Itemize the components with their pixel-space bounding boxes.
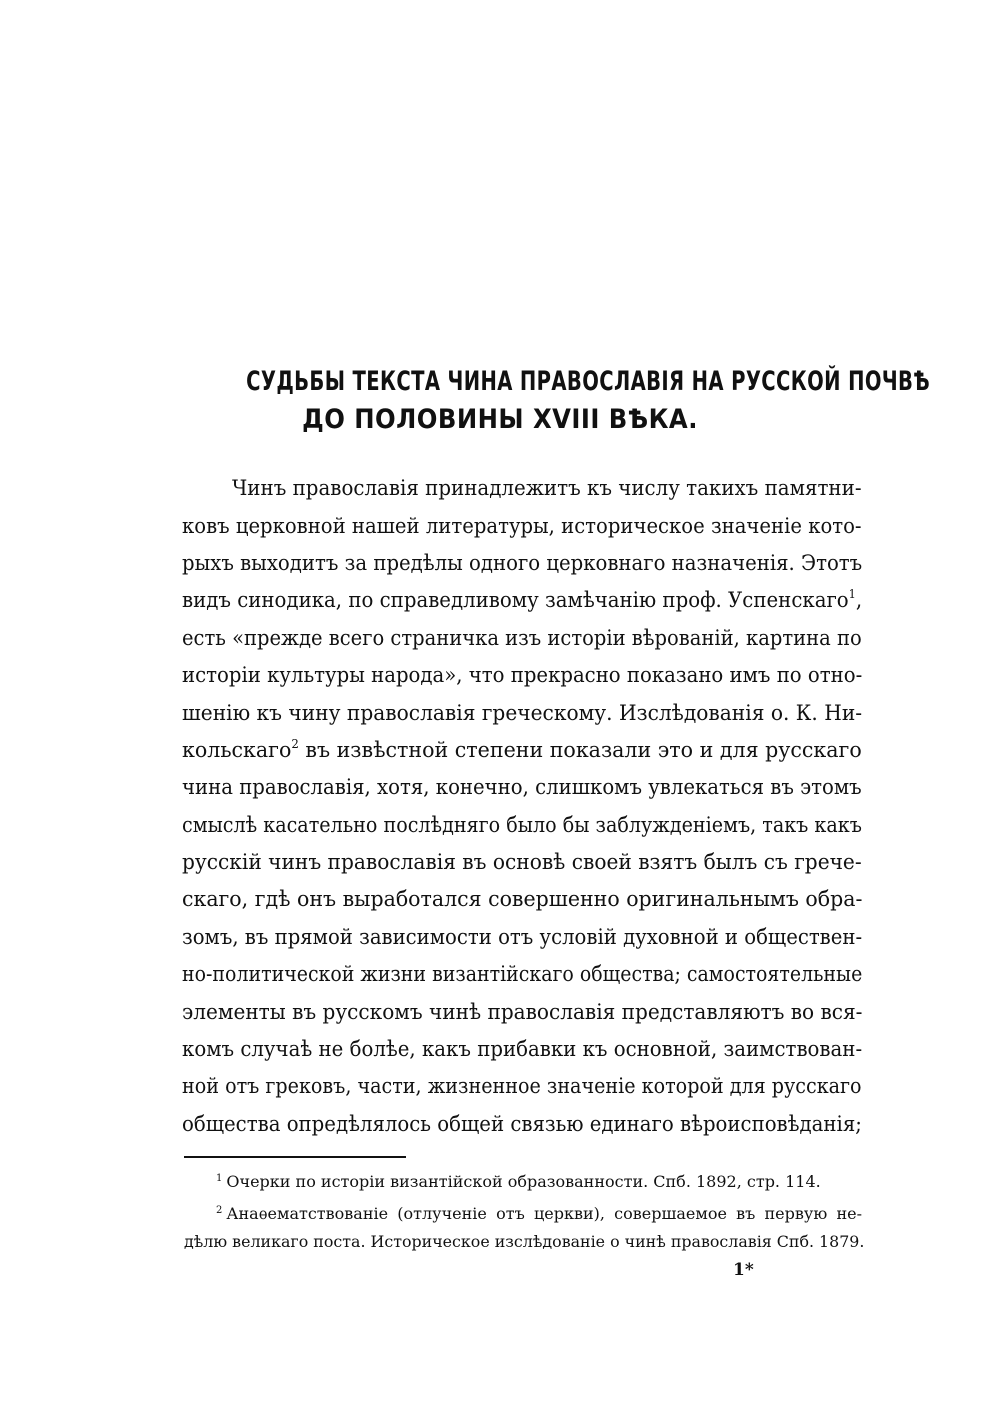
body-line-4-text: видъ синодика, по справедливому замѣчанію проф. Успенскаго bbox=[182, 588, 849, 612]
body-line-3: рыхъ выходитъ за предѣлы одного церковнаго назначенія. Этотъ bbox=[182, 551, 863, 575]
body-line-4 bbox=[182, 587, 863, 612]
body-line-8-text: кольскаго bbox=[182, 738, 292, 762]
body-line-18: общества опредѣлялось общей связью единаго вѣроисповѣданія; bbox=[182, 1112, 862, 1136]
body-line-6: исторіи культуры народа», что прекрасно показано имъ по отно- bbox=[182, 663, 863, 687]
body-line-12: скаго, гдѣ онъ выработался совершенно оригинальнымъ обра- bbox=[182, 887, 863, 911]
footnote-2-line-2: дѣлю великаго поста. Историческое изслѣдованіе о чинѣ православія Спб. 1879. bbox=[184, 1232, 865, 1251]
footnote-2-text-a: Анаѳематствованіе (отлученіе отъ церкви), совершаемое въ первую не- bbox=[226, 1204, 862, 1223]
footnote-1-text: Очерки по исторіи византійской образованности. Спб. 1892, стр. 114. bbox=[226, 1172, 821, 1191]
body-line-11: русскій чинъ православія въ основѣ своей взятъ былъ съ грече- bbox=[182, 850, 862, 874]
body-line-15: элементы въ русскомъ чинѣ православія представляютъ во вся- bbox=[182, 1000, 863, 1024]
footnote-ref-2: 2 bbox=[291, 737, 299, 751]
body-line-10: смыслѣ касательно послѣдняго было бы заблужденіемъ, такъ какъ bbox=[182, 813, 862, 837]
footnote-1 bbox=[216, 1174, 821, 1190]
body-line-1: Чинъ православія принадлежитъ къ числу такихъ памятни- bbox=[232, 476, 862, 500]
body-line-2: ковъ церковной нашей литературы, историческое значеніе кото- bbox=[182, 514, 862, 538]
body-line-17: ной отъ грековъ, части, жизненное значеніе которой для русскаго bbox=[182, 1074, 862, 1098]
footnote-2-number: 2 bbox=[216, 1205, 223, 1216]
body-line-7: шенію къ чину православія греческому. Изслѣдованія о. К. Ни- bbox=[182, 701, 863, 725]
footnote-separator bbox=[184, 1156, 406, 1158]
printer-signature-mark: 1* bbox=[733, 1260, 754, 1280]
body-line-5: есть «прежде всего страничка изъ исторіи вѣрованій, картина по bbox=[182, 626, 862, 650]
body-line-14: но-политической жизни византійскаго общества; самостоятельные bbox=[182, 962, 863, 986]
footnote-1-number: 1 bbox=[216, 1173, 223, 1184]
footnote-2-line-1 bbox=[216, 1206, 862, 1222]
body-line-16: комъ случаѣ не болѣе, какъ прибавки къ основной, заимствован- bbox=[182, 1037, 863, 1061]
body-line-8-tail: въ извѣстной степени показали это и для русскаго bbox=[298, 738, 862, 762]
body-line-13: зомъ, въ прямой зависимости отъ условій духовной и обществен- bbox=[182, 925, 863, 949]
chapter-title-line-2: ДО ПОЛОВИНЫ XVIII ВѢКА. bbox=[302, 404, 698, 435]
body-line-4-tail: , bbox=[855, 588, 863, 612]
body-line-9: чина православія, хотя, конечно, слишкомъ увлекаться въ этомъ bbox=[182, 775, 862, 799]
body-line-8 bbox=[182, 737, 862, 762]
chapter-title-line-1: СУДЬБЫ ТЕКСТА ЧИНА ПРАВОСЛАВІЯ НА РУССКОЙ ПОЧВѢ bbox=[246, 366, 931, 397]
footnote-ref-1: 1 bbox=[848, 587, 856, 601]
